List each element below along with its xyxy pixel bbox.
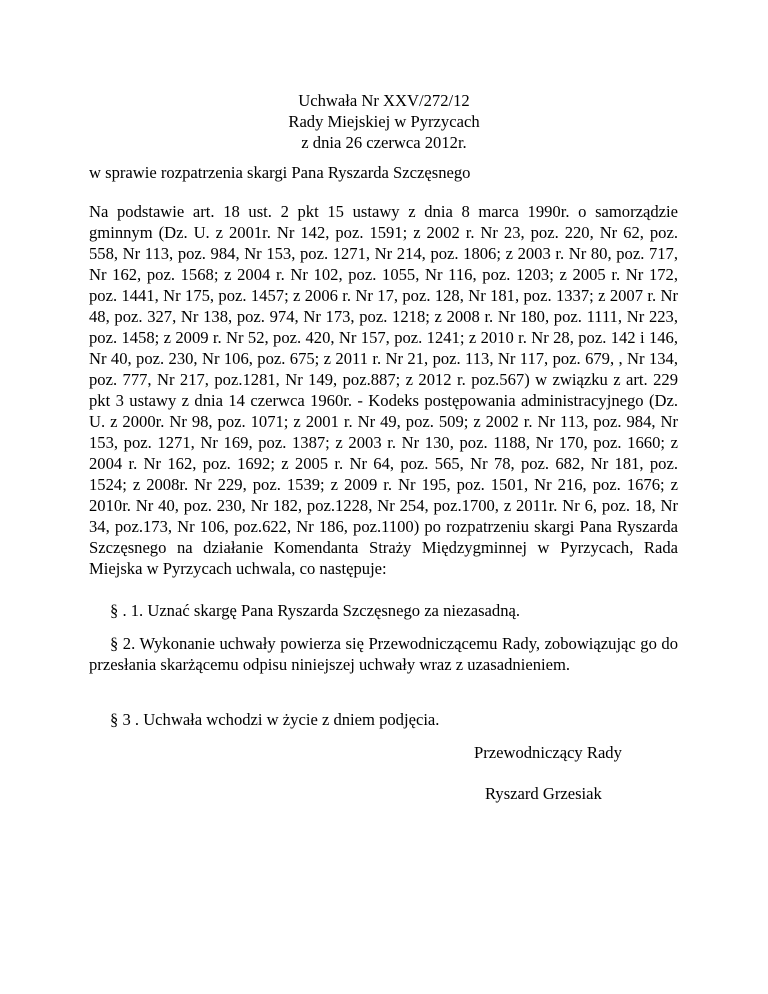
resolution-subject: w sprawie rozpatrzenia skargi Pana Ryszarda Szczęsnego xyxy=(89,163,471,182)
resolution-header xyxy=(0,90,768,153)
legal-basis-paragraph: Na podstawie art. 18 ust. 2 pkt 15 ustawy z dnia 8 marca 1990r. o samorządzie gminnym (Dz. U. z 2001r. Nr 142, poz. 1591; z 2002 r. Nr 23, poz. 220, Nr 62, poz. 558, Nr 113, poz. 984, Nr 153, poz. 1271, Nr 214, poz. 1806; z 2003 r. Nr 80, poz. 717, Nr 162, poz. 1568; z 2004 r. Nr 102, poz. 1055, Nr 116, poz. 1203; z 2005 r. Nr 172, poz. 1441, Nr 175, poz. 1457; z 2006 r. Nr 17, poz. 128, Nr 181, poz. 1337; z 2007 r. Nr 48, poz. 327, Nr 138, poz. 974, Nr 173, poz. 1218; z 2008 r. Nr 180, poz. 1111, Nr 223, poz. 1458; z 2009 r. Nr 52, poz. 420, Nr 157, poz. 1241; z 2010 r. Nr 28, poz. 142 i 146, Nr 40, poz. 230, Nr 106, poz. 675; z 2011 r. Nr 21, poz. 113, Nr 117, poz. 679, , Nr 134, poz. 777, Nr 217, poz.1281, Nr 149, poz.887; z 2012 r. poz.567) w związku z art. 229 pkt 3 ustawy z dnia 14 czerwca 1960r. - Kodeks postępowania administracyjnego (Dz. U. z 2000r. Nr 98, poz. 1071; z 2001 r. Nr 49, poz. 509; z 2002 r. Nr 113, poz. 984, Nr 153, poz. 1271, Nr 169, poz. 1387; z 2003 r. Nr 130, poz. 1188, Nr 170, poz. 1660; z 2004 r. Nr 162, poz. 1692; z 2005 r. Nr 64, poz. 565, Nr 78, poz. 682, Nr 181, poz. 1524; z 2008r. Nr 229, poz. 1539; z 2009 r. Nr 195, poz. 1501, Nr 216, poz. 1676; z 2010r. Nr 40, poz. 230, Nr 182, poz.1228, Nr 254, poz.1700, z 2011r. Nr 6, poz. 18, Nr 34, poz.173, Nr 106, poz.622, Nr 186, poz.1100) po rozpatrzeniu skargi Pana Ryszarda Szczęsnego na działanie Komendanta Straży Międzygminnej w Pyrzycach, Rada Miejska w Pyrzycach uchwala, co następuje: xyxy=(89,202,678,578)
signature-name: Ryszard Grzesiak xyxy=(485,784,602,803)
council-name: Rady Miejskiej w Pyrzycach xyxy=(288,112,480,131)
resolution-number: Uchwała Nr XXV/272/12 xyxy=(298,91,470,110)
signature-title: Przewodniczący Rady xyxy=(474,743,622,762)
resolution-date: z dnia 26 czerwca 2012r. xyxy=(301,133,467,152)
paragraph-1: § . 1. Uznać skargę Pana Ryszarda Szczęsnego za niezasadną. xyxy=(110,601,521,620)
paragraph-2: § 2. Wykonanie uchwały powierza się Przewodniczącemu Rady, zobowiązując go do przesłania skarżącemu odpisu niniejszej uchwały wraz z uzasadnieniem. xyxy=(89,634,678,674)
paragraph-3: § 3 . Uchwała wchodzi w życie z dniem podjęcia. xyxy=(110,710,440,729)
